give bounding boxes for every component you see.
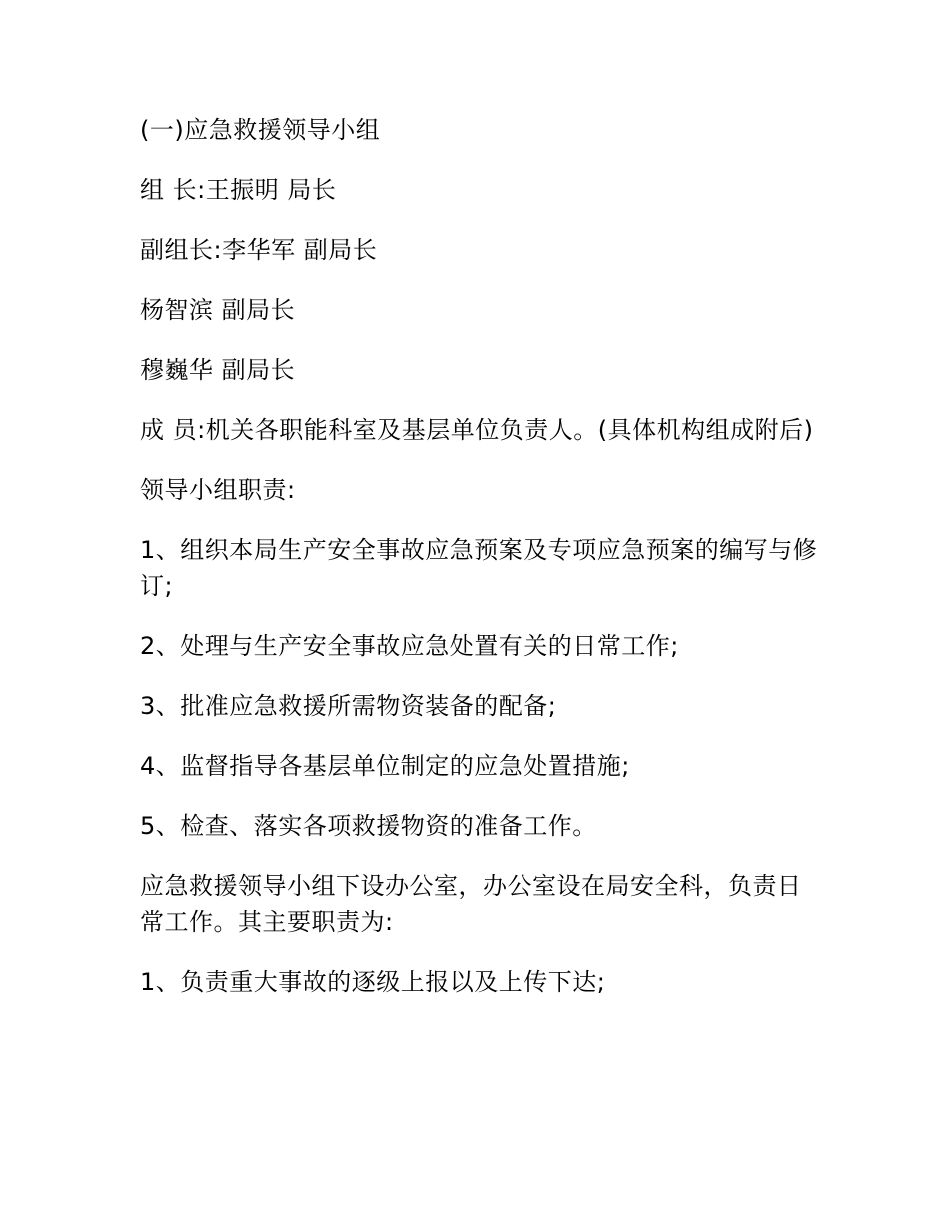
section-heading: (一)应急救援领导小组 — [140, 116, 381, 144]
duties-heading: 领导小组职责: — [140, 476, 296, 504]
deputy-leader-line-2: 杨智滨 副局长 — [140, 296, 296, 324]
deputy-leader-line: 副组长:李华军 副局长 — [140, 236, 378, 264]
leader-line: 组 长:王振明 局长 — [140, 176, 337, 204]
office-duty-item-1: 1、负责重大事故的逐级上报以及上传下达; — [140, 968, 606, 996]
duty-item-3: 3、批准应急救援所需物资装备的配备; — [140, 692, 557, 720]
members-line: 成 员:机关各职能科室及基层单位负责人。(具体机构组成附后) — [140, 416, 814, 444]
duty-item-2: 2、处理与生产安全事故应急处置有关的日常工作; — [140, 632, 679, 660]
deputy-leader-line-3: 穆巍华 副局长 — [140, 356, 296, 384]
document-body — [140, 112, 820, 1024]
duty-item-1: 1、组织本局生产安全事故应急预案及专项应急预案的编写与修订; — [140, 536, 818, 600]
office-paragraph: 应急救援领导小组下设办公室，办公室设在局安全科，负责日常工作。其主要职责为: — [140, 872, 802, 936]
duty-item-4: 4、监督指导各基层单位制定的应急处置措施; — [140, 752, 630, 780]
duty-item-5: 5、检查、落实各项救援物资的准备工作。 — [140, 812, 597, 840]
